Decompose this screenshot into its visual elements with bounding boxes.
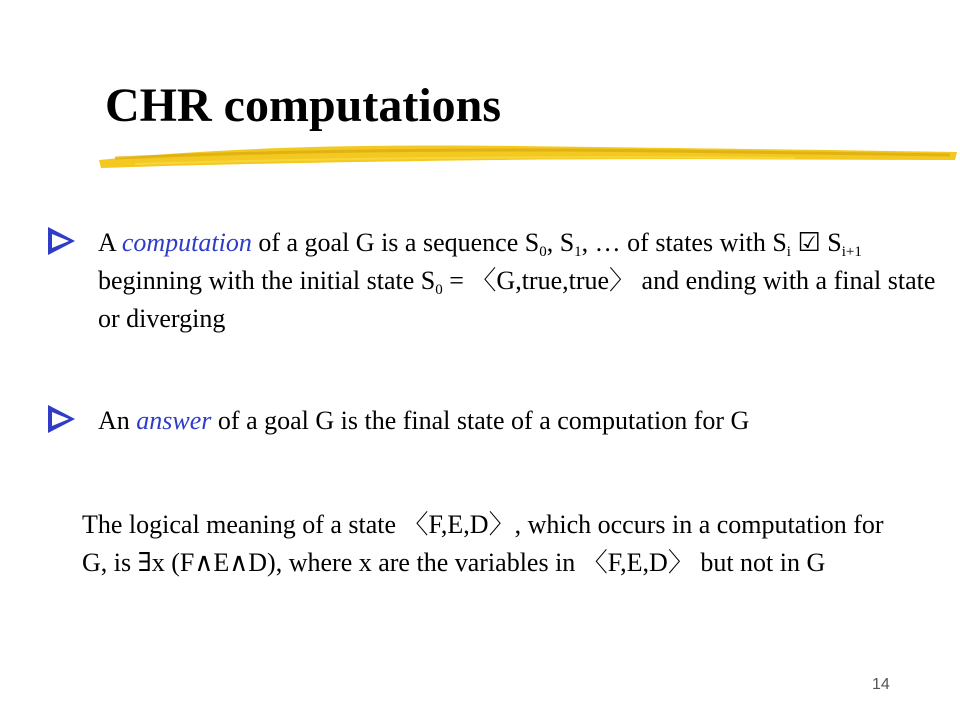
transition-symbol: ☑ [790, 228, 828, 257]
bullet-computation [98, 224, 938, 338]
bullet2-text-a: An [98, 406, 137, 435]
slide-title: CHR computations [105, 79, 502, 132]
title-brush-underline [95, 136, 960, 176]
bullet1-text-e: S [827, 228, 842, 257]
bullet1-text-b: of a goal G is a sequence S [251, 228, 540, 257]
bullet2-text-b: of a goal G is the final state of a computation for G [211, 406, 750, 435]
subscript: i+1 [841, 244, 862, 260]
slide-number: 14 [872, 676, 890, 693]
subscript: 1 [574, 244, 582, 260]
subscript: 0 [435, 282, 443, 298]
term-answer: answer [136, 406, 212, 435]
bullet1-text-d: , … of states with S [581, 228, 787, 257]
subscript: 0 [539, 244, 547, 260]
subscript: i [786, 244, 791, 260]
bullet1-text-f: beginning with the initial state S [98, 266, 436, 295]
bullet1-text-g: = 〈G,true,true〉 and ending with a final state or diverging [98, 266, 936, 333]
logical-meaning-paragraph: The logical meaning of a state 〈F,E,D〉, which occurs in a computation for G, is ∃x (F∧E∧D), where x are the variables in 〈F,E,D〉 but not in G [82, 510, 884, 577]
bullet1-text-a: A [98, 228, 122, 257]
term-computation: computation [121, 228, 252, 257]
bullet1-text-c: , S [546, 228, 575, 257]
bullet-answer [98, 402, 938, 440]
triangle-bullet-icon [44, 224, 78, 258]
triangle-bullet-icon [44, 402, 78, 436]
